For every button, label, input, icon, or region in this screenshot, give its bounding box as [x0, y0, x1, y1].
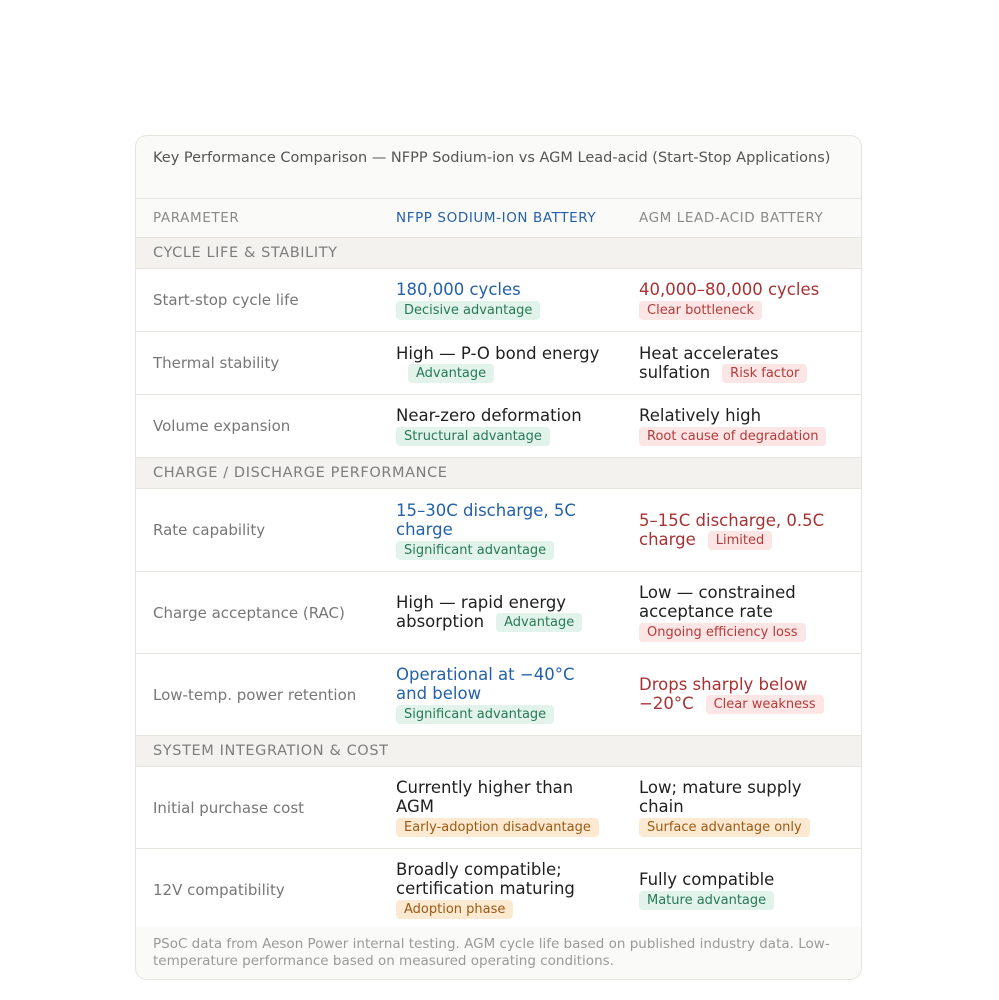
agm-cell	[622, 269, 862, 331]
sodium-ion-cell	[379, 395, 622, 457]
parameter-label: Start-stop cycle life	[153, 291, 299, 309]
section-header: SYSTEM INTEGRATION & COST	[136, 736, 861, 767]
column-header-parameter: PARAMETER	[153, 210, 240, 226]
footnote: PSoC data from Aeson Power internal testing. AGM cycle life based on published industry data. Low-temperature performance based on measured operating conditions.	[136, 927, 861, 979]
assessment-badge: Advantage	[408, 364, 494, 383]
assessment-badge: Significant advantage	[396, 705, 554, 724]
agm-cell	[622, 654, 862, 735]
cell-value: 180,000 cycles	[396, 280, 521, 299]
section-header: CYCLE LIFE & STABILITY	[136, 238, 861, 269]
sodium-ion-cell	[379, 572, 622, 653]
comparison-card	[135, 135, 862, 980]
cell-value: Relatively high	[639, 406, 762, 425]
sodium-ion-cell	[379, 269, 622, 331]
cell-value: Fully compatible	[639, 869, 775, 889]
cell-value: Low; mature supply chain	[639, 778, 802, 816]
assessment-badge: Significant advantage	[396, 541, 554, 560]
parameter-label: 12V compatibility	[153, 880, 285, 899]
column-header-agm: AGM LEAD-ACID BATTERY	[639, 210, 824, 226]
assessment-badge: Surface advantage only	[639, 818, 810, 837]
assessment-badge: Early-adoption disadvantage	[396, 818, 599, 837]
sodium-ion-cell	[379, 489, 622, 571]
cell-value: Low — constrained acceptance rate	[639, 583, 796, 621]
cell-value: Near-zero deformation	[396, 406, 582, 425]
table-body	[136, 238, 861, 931]
sodium-ion-cell	[379, 849, 622, 930]
agm-cell	[622, 849, 862, 930]
comparison-table	[136, 199, 861, 931]
assessment-badge: Ongoing efficiency loss	[639, 623, 806, 642]
assessment-badge: Risk factor	[722, 364, 807, 383]
cell-value: 15–30C discharge, 5C charge	[396, 500, 576, 539]
agm-cell	[622, 767, 862, 848]
cell-value: High — P-O bond energy	[396, 343, 600, 363]
assessment-badge: Clear weakness	[706, 695, 824, 714]
cell-value: Heat accelerates sulfation	[639, 343, 779, 382]
table-row	[136, 572, 861, 654]
agm-cell	[622, 572, 862, 653]
agm-cell	[622, 395, 862, 457]
table-row	[136, 849, 861, 931]
assessment-badge: Advantage	[496, 613, 582, 632]
table-title: Key Performance Comparison — NFPP Sodium-ion vs AGM Lead-acid (Start-Stop Applications)	[136, 136, 861, 199]
assessment-badge: Limited	[708, 531, 772, 550]
table-row	[136, 654, 861, 736]
cell-value: 40,000–80,000 cycles	[639, 280, 820, 299]
cell-value: Drops sharply below −20°C	[639, 675, 808, 713]
assessment-badge: Mature advantage	[639, 891, 774, 910]
table-row	[136, 395, 861, 458]
assessment-badge: Decisive advantage	[396, 301, 540, 320]
table-row	[136, 767, 861, 849]
parameter-label: Low-temp. power retention	[153, 685, 357, 704]
parameter-label: Charge acceptance (RAC)	[153, 603, 345, 622]
section-header: CHARGE / DISCHARGE PERFORMANCE	[136, 458, 861, 489]
assessment-badge: Clear bottleneck	[639, 301, 762, 320]
table-row	[136, 269, 861, 332]
agm-cell	[622, 332, 862, 394]
parameter-label: Rate capability	[153, 521, 266, 539]
parameter-label: Initial purchase cost	[153, 798, 305, 817]
cell-value: High — rapid energy absorption	[396, 593, 567, 631]
cell-value: Operational at −40°C and below	[396, 665, 575, 703]
column-header-sodium-ion: NFPP SODIUM-ION BATTERY	[396, 210, 597, 226]
table-header-row	[136, 199, 861, 238]
sodium-ion-cell	[379, 767, 622, 848]
cell-value: Broadly compatible; certification maturing	[396, 860, 575, 898]
table-row	[136, 332, 861, 395]
assessment-badge: Structural advantage	[396, 427, 550, 446]
assessment-badge: Adoption phase	[396, 900, 513, 919]
table-row	[136, 489, 861, 572]
cell-value: 5–15C discharge, 0.5C charge	[639, 510, 825, 549]
parameter-label: Volume expansion	[153, 417, 291, 435]
assessment-badge: Root cause of degradation	[639, 427, 826, 446]
sodium-ion-cell	[379, 654, 622, 735]
agm-cell	[622, 489, 862, 571]
cell-value: Currently higher than AGM	[396, 778, 574, 816]
parameter-label: Thermal stability	[153, 354, 280, 372]
sodium-ion-cell	[379, 332, 622, 394]
